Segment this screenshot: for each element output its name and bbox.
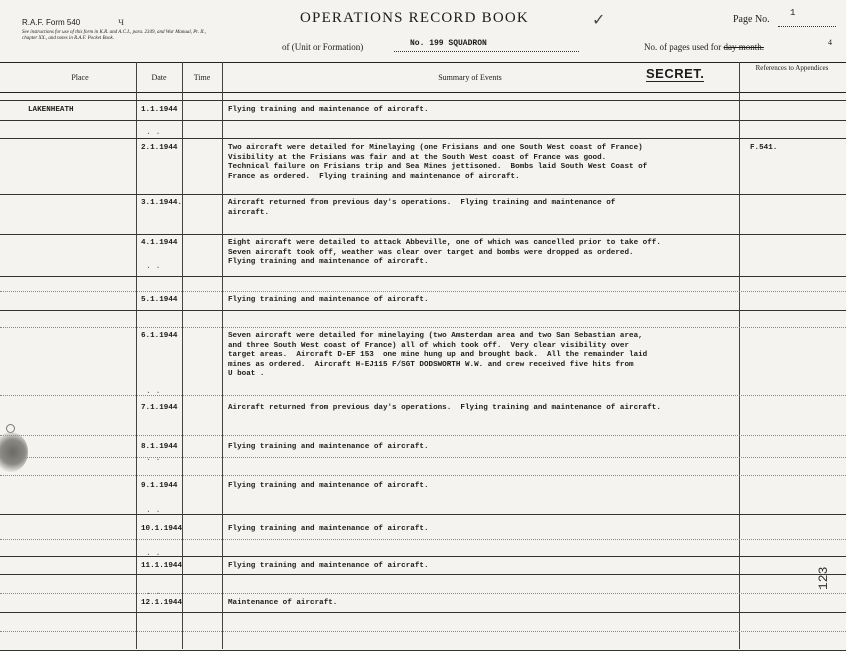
page-number-line bbox=[778, 26, 836, 27]
ruled-line bbox=[0, 234, 846, 235]
ditto-mark: . . bbox=[146, 454, 161, 463]
entry-summary: Flying training and maintenance of aircraft. bbox=[228, 562, 429, 570]
entry-date: 6.1.1944 bbox=[141, 332, 178, 340]
record-table bbox=[0, 62, 846, 649]
pages-used-label bbox=[644, 42, 764, 52]
unit-line bbox=[394, 51, 579, 52]
ruled-line bbox=[0, 593, 846, 594]
entry-date: 4.1.1944 bbox=[141, 239, 178, 247]
ruled-line bbox=[0, 310, 846, 311]
ruled-line bbox=[0, 556, 846, 557]
entry-summary: Aircraft returned from previous day's operations. Flying training and maintenance of aircraft. bbox=[228, 199, 616, 217]
entry-summary: Flying training and maintenance of aircraft. bbox=[228, 443, 429, 451]
column-summary: Summary of Events bbox=[438, 73, 502, 82]
pages-used-struck: day month. bbox=[723, 42, 764, 52]
entry-date: 5.1.1944 bbox=[141, 296, 178, 304]
divider-place-date bbox=[136, 62, 137, 649]
page-stamp: 123 bbox=[816, 566, 831, 590]
entry-place: LAKENHEATH bbox=[28, 106, 74, 114]
entry-summary: Flying training and maintenance of aircraft. bbox=[228, 525, 429, 533]
entry-date: 11.1.1944 bbox=[141, 562, 183, 570]
entry-summary: Flying training and maintenance of aircraft. bbox=[228, 106, 429, 114]
divider-time-summary bbox=[222, 62, 223, 649]
entry-date: 1.1.1944 bbox=[141, 106, 178, 114]
entry-date: 7.1.1944 bbox=[141, 404, 178, 412]
ditto-mark: . . bbox=[146, 128, 161, 137]
ditto-mark: . . bbox=[146, 262, 161, 271]
unit-value: No. 199 SQUADRON bbox=[410, 39, 487, 48]
pages-used-value: 4 bbox=[828, 38, 832, 47]
ditto-mark: . . bbox=[146, 387, 161, 396]
ditto-mark: . . bbox=[146, 588, 161, 597]
ruled-line bbox=[0, 395, 846, 396]
ruled-line bbox=[0, 457, 846, 458]
ruled-line bbox=[0, 475, 846, 476]
entry-summary: Flying training and maintenance of aircraft. bbox=[228, 296, 429, 304]
entry-date: 2.1.1944 bbox=[141, 144, 178, 152]
entry-date: 3.1.1944. bbox=[141, 199, 183, 207]
ruled-line bbox=[0, 574, 846, 575]
entry-summary: Eight aircraft were detailed to attack Abbeville, one of which was cancelled prior to take off. Seven aircraft took off, weather was clear over target and bombs were dropped as ordered. Flying training and maintenance of aircraft. bbox=[228, 239, 661, 267]
form-handwritten-mark: ч bbox=[118, 14, 125, 28]
form-number: R.A.F. Form 540 bbox=[22, 18, 81, 27]
entry-summary: Aircraft returned from previous day's operations. Flying training and maintenance of aircraft. bbox=[228, 404, 661, 412]
ruled-line bbox=[0, 100, 846, 101]
ruled-line bbox=[0, 120, 846, 121]
unit-label: of (Unit or Formation) bbox=[282, 42, 364, 52]
form-instructions: See instructions for use of this form in K.R. and A.C.I., para. 2349, and War Manual, Pt. II., chapter XX., and notes in R.A.F. Pocket Book. bbox=[22, 30, 207, 41]
entry-summary: Seven aircraft were detailed for minelaying (two Amsterdam area and two San Sebastian area, and three South West coast of France) all of which took off. Very clear visibility over target areas. Aircraft D-EF 153 one mine hung up and brought back. All the remainder laid mines as ordered. Aircraft H-EJ115 F/SGT DODSWORTH W.W. and crew received five hits from U boat . bbox=[228, 332, 648, 379]
column-references: References to Appendices bbox=[755, 64, 829, 72]
entry-date: 10.1.1944 bbox=[141, 525, 183, 533]
header-bottom-rule bbox=[0, 92, 846, 93]
entry-date: 12.1.1944 bbox=[141, 599, 183, 607]
divider-date-time bbox=[182, 62, 183, 649]
ruled-line bbox=[0, 138, 846, 139]
column-date: Date bbox=[151, 73, 167, 82]
ruled-line bbox=[0, 276, 846, 277]
entry-date: 8.1.1944 bbox=[141, 443, 178, 451]
entry-date: 9.1.1944 bbox=[141, 482, 178, 490]
column-place: Place bbox=[71, 73, 89, 82]
ditto-mark: . . bbox=[146, 549, 161, 558]
column-time: Time bbox=[193, 73, 211, 82]
entry-summary: Flying training and maintenance of aircraft. bbox=[228, 482, 429, 490]
ruled-line bbox=[0, 291, 846, 292]
ruled-line bbox=[0, 194, 846, 195]
entry-reference: F.541. bbox=[750, 144, 778, 152]
divider-summary-refs bbox=[739, 62, 740, 649]
ruled-line bbox=[0, 539, 846, 540]
secret-stamp: SECRET. bbox=[646, 66, 705, 81]
ruled-line bbox=[0, 514, 846, 515]
ruled-line bbox=[0, 612, 846, 613]
page-number-value: 1 bbox=[790, 8, 796, 18]
check-mark: ✓ bbox=[592, 12, 606, 29]
ditto-mark: . . bbox=[146, 506, 161, 515]
table-top-rule bbox=[0, 62, 846, 63]
page-number-label: Page No. bbox=[733, 14, 770, 25]
ruled-line bbox=[0, 327, 846, 328]
page-title: OPERATIONS RECORD BOOK bbox=[300, 10, 529, 26]
entry-summary: Maintenance of aircraft. bbox=[228, 599, 338, 607]
pages-used-prefix: No. of pages used for bbox=[644, 42, 722, 52]
entry-summary: Two aircraft were detailed for Minelaying (one Frisians and one South West coast of France) Visibility at the Frisians was fair and at the South West coast of France was good. Technical failure on Frisians trip and Sea Mines jettisoned. Bombs laid South West Coast of France as ordered. Flying training and maintenance of aircraft. bbox=[228, 144, 648, 181]
ruled-line bbox=[0, 631, 846, 632]
ruled-line bbox=[0, 435, 846, 436]
